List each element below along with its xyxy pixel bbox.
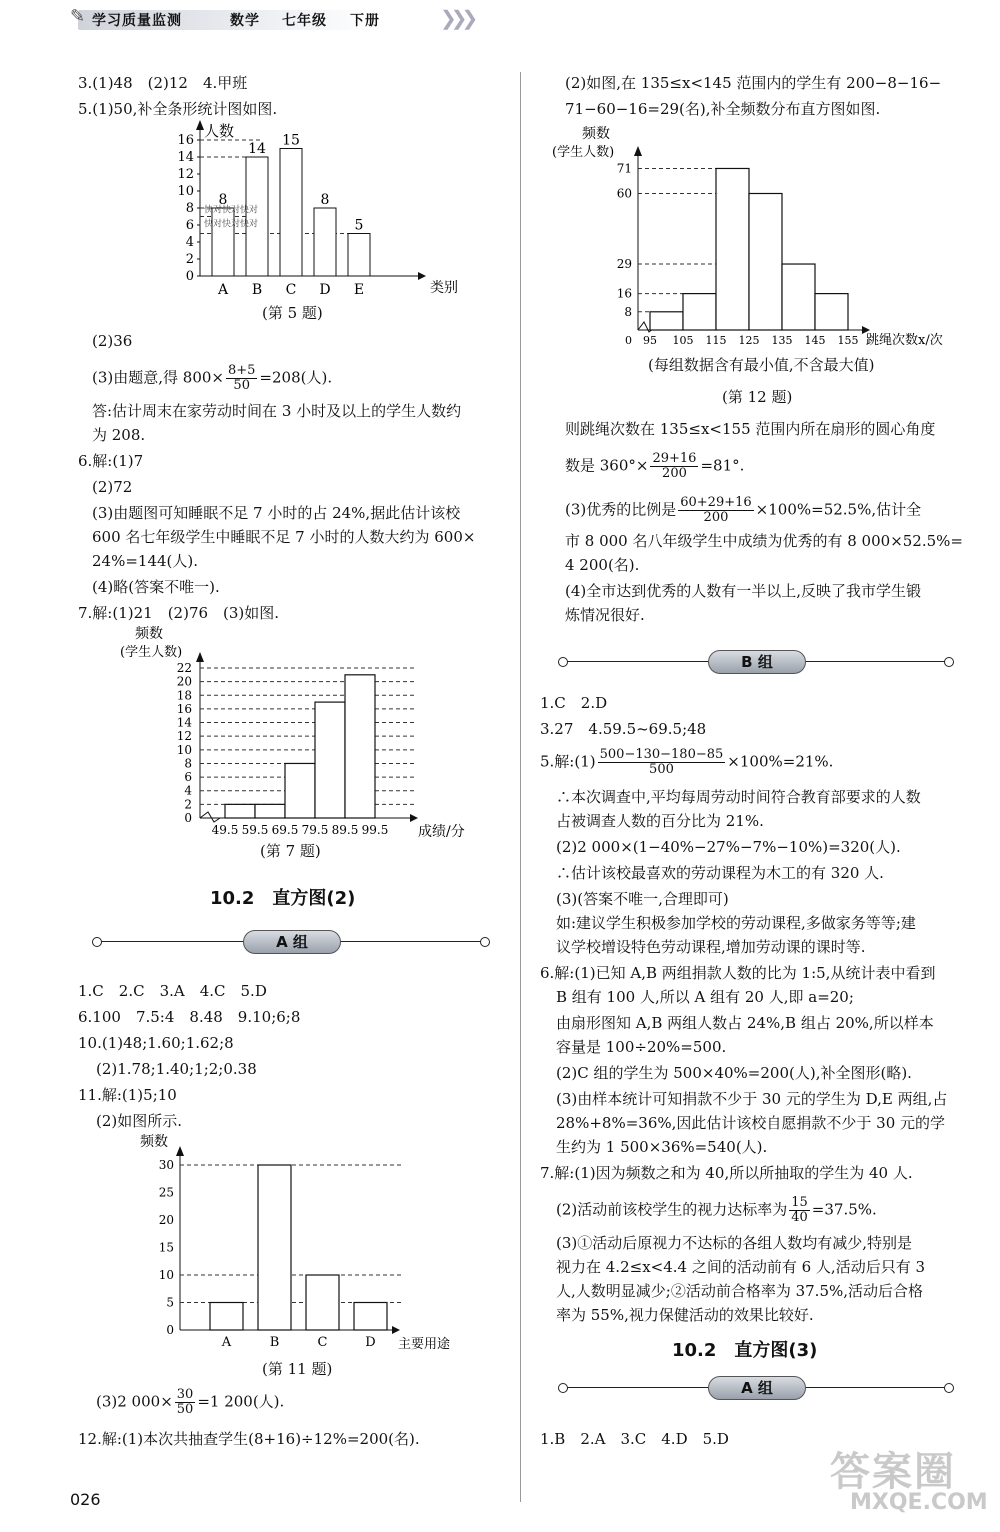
answer-line: 1.B 2.A 3.C 4.D 5.D: [540, 1430, 729, 1448]
watermark-logo: [830, 1440, 988, 1520]
answer-line: 则跳绳次数在 135≤x<155 范围内所在扇形的圆心角度: [565, 420, 936, 438]
y-tick-label: 2: [184, 797, 192, 812]
answer-line: 1.C 2.C 3.A 4.C 5.D: [78, 982, 267, 1000]
x-tick-label: A: [217, 282, 229, 298]
group-banner: [562, 650, 950, 674]
bar: [314, 208, 336, 276]
y-tick-label: 5: [166, 1295, 174, 1310]
chart-q5: [170, 118, 458, 308]
pen-icon: ✎: [70, 6, 86, 27]
x-tick-label: 59.5: [241, 823, 269, 837]
answer-line: (2)C 组的学生为 500×40%=200(人),补全图形(略).: [556, 1064, 912, 1082]
chart-caption: (第 11 题): [262, 1360, 333, 1378]
x-tick-label: 125: [738, 334, 760, 347]
answer-line: 5.(1)50,补全条形统计图如图.: [78, 100, 278, 118]
y-tick-label: 4: [185, 235, 194, 250]
x-tick-label: 115: [705, 334, 727, 347]
y-tick-label: 71: [616, 161, 632, 176]
answer-line: (3)由题图可知睡眠不足 7 小时的占 24%,据此估计该校: [92, 504, 461, 522]
chart-caption: (第 5 题): [262, 304, 323, 322]
y-tick-label: 14: [177, 150, 194, 165]
y-tick-label: 22: [176, 661, 192, 675]
y-axis-label: 频数: [135, 626, 163, 642]
answer-line: (3)由题意,得 800× $\frac{8+5}{50}$ =208(人).: [92, 363, 333, 393]
y-tick-label: 29: [616, 257, 632, 272]
y-tick-label: 4: [184, 783, 192, 798]
group-label: B 组: [708, 650, 806, 674]
y-axis-arrow: [176, 1146, 184, 1156]
x-axis-label: 成绩/分: [418, 824, 465, 840]
answer-line: 24%=144(人).: [92, 552, 199, 570]
origin-label: 0: [625, 334, 632, 347]
answer-line: (2)72: [92, 478, 133, 496]
watermark-top: 答案圈: [830, 1449, 956, 1495]
answer-line: 11.解:(1)5;10: [78, 1086, 177, 1104]
y-axis-label: 频数: [140, 1134, 168, 1150]
group-banner: [96, 930, 486, 954]
answer-line: 议学校增设特色劳动课程,增加劳动课的课时等.: [556, 938, 866, 956]
x-axis-arrow: [392, 1326, 400, 1334]
x-axis-arrow: [410, 814, 418, 822]
bar: [280, 149, 302, 277]
y-tick-label: 16: [176, 701, 192, 716]
x-tick-label: C: [317, 1335, 328, 1350]
grade: 七年级: [282, 13, 327, 29]
answer-line: 7.解:(1)21 (2)76 (3)如图.: [78, 604, 280, 622]
y-tick-label: 8: [184, 756, 192, 771]
answer-line: (2)如图,在 135≤x<145 范围内的学生有 200−8−16−: [565, 74, 942, 92]
group-label: A 组: [708, 1376, 806, 1400]
answer-line: (4)略(答案不唯一).: [92, 578, 220, 596]
y-axis-arrow: [634, 146, 642, 156]
x-tick-label: B: [269, 1335, 280, 1350]
y-axis-label-2: (学生人数): [552, 145, 615, 160]
volume: 下册: [350, 13, 380, 29]
y-tick-label: 30: [158, 1158, 174, 1172]
y-tick-label: 6: [185, 218, 194, 233]
answer-line: 如:建议学生积极参加学校的劳动课程,多做家务等等;建: [556, 914, 916, 932]
group-label: A 组: [243, 930, 341, 954]
section-title: 10.2 直方图(3): [672, 1340, 818, 1361]
x-tick-label: B: [251, 282, 263, 298]
answer-line: 4 200(名).: [565, 556, 640, 574]
answer-line: 5.解:(1) $\frac{500-130-180-85}{500}$ ×100%=21%.: [540, 747, 834, 777]
answer-line: 率为 55%,视力保健活动的效果比较好.: [556, 1306, 814, 1324]
column-divider: [520, 72, 521, 1502]
y-tick-label: 8: [185, 201, 194, 216]
y-tick-label: 0: [185, 269, 194, 284]
x-tick-label: 99.5: [361, 823, 389, 837]
x-tick-label: D: [365, 1335, 376, 1350]
x-axis-arrow: [418, 272, 426, 280]
annotation-text: 快对快对快对: [204, 219, 259, 230]
answer-line: 占被调查人数的百分比为 21%.: [556, 812, 764, 830]
answer-line: ∴本次调查中,平均每周劳动时间符合教育部要求的人数: [556, 788, 921, 806]
answer-line: (3)2 000× $\frac{30}{50}$ =1 200(人).: [96, 1387, 285, 1417]
bar-value-label: 15: [282, 132, 300, 149]
answer-line: 人,人数明显减少;②活动前合格率为 37.5%,活动后合格: [556, 1282, 924, 1300]
answer-line: 600 名七年级学生中睡眠不足 7 小时的人数大约为 600×: [92, 528, 476, 546]
bar-value-label: 5: [354, 217, 364, 234]
answer-line: (3)由样本统计可知捐款不少于 30 元的学生为 D,E 两组,占: [556, 1090, 948, 1108]
answer-line: 视力在 4.2≤x<4.4 之间的活动前有 6 人,活动后只有 3: [556, 1258, 926, 1276]
y-axis-label-2: (学生人数): [120, 645, 183, 660]
bar-value-label: 14: [248, 141, 266, 157]
answer-line: 1.C 2.D: [540, 694, 608, 712]
page-number: 026: [70, 1490, 101, 1509]
y-tick-label: 6: [184, 770, 192, 785]
x-tick-label: 49.5: [211, 823, 239, 837]
answer-line: 28%+8%=36%,因此估计该校自愿捐款不少于 30 元的学: [556, 1114, 946, 1132]
answer-line: 6.解:(1)7: [78, 452, 144, 470]
x-axis-label: 类别: [430, 280, 458, 296]
page-header: [70, 4, 473, 32]
answer-line: (4)全市达到优秀的人数有一半以上,反映了我市学生锻: [565, 582, 922, 600]
bar: [315, 702, 345, 818]
answer-line: 炼情况很好.: [565, 606, 645, 624]
answer-line: 6.100 7.5:4 8.48 9.10;6;8: [78, 1008, 301, 1026]
answer-line: 10.(1)48;1.60;1.62;8: [78, 1034, 234, 1052]
x-tick-label: 105: [672, 334, 694, 347]
y-tick-label: 0: [184, 811, 192, 825]
bar: [354, 1303, 387, 1331]
y-tick-label: 10: [158, 1268, 174, 1282]
bar: [716, 168, 749, 330]
chart-caption: (第 12 题): [722, 388, 793, 406]
answer-line: 6.解:(1)已知 A,B 两组捐款人数的比为 1:5,从统计表中看到: [540, 964, 936, 982]
y-tick-label: 12: [177, 167, 194, 182]
bar-value-label: 8: [218, 192, 228, 208]
bar: [210, 1303, 243, 1331]
chart-q11: [130, 1130, 470, 1358]
answer-line: 数是 360°× $\frac{29+16}{200}$ =81°.: [565, 451, 745, 481]
x-tick-label: A: [221, 1335, 232, 1350]
answer-line: 生约为 1 500×36%=540(人).: [556, 1138, 768, 1156]
answer-line: 市 8 000 名八年级学生中成绩为优秀的有 8 000×52.5%=: [565, 532, 963, 550]
bar: [782, 264, 815, 330]
y-tick-label: 10: [176, 742, 192, 757]
answer-line: (2)如图所示.: [96, 1112, 183, 1130]
bar: [345, 675, 375, 818]
answer-line: (3)(答案不唯一,合理即可): [556, 890, 729, 908]
y-tick-label: 20: [158, 1213, 174, 1227]
bar: [285, 763, 315, 818]
answer-line: 12.解:(1)本次共抽查学生(8+16)÷12%=200(名).: [78, 1430, 420, 1448]
x-tick-label: 69.5: [271, 823, 299, 837]
answer-line: 为 208.: [92, 426, 146, 444]
x-tick-label: E: [353, 282, 365, 298]
bar: [225, 804, 255, 818]
y-axis-arrow: [196, 120, 204, 130]
bar: [246, 157, 268, 276]
x-tick-label: D: [319, 282, 331, 298]
answer-line: (2)36: [92, 332, 133, 350]
answer-line: (2)活动前该校学生的视力达标率为 $\frac{15}{40}$ =37.5%.: [556, 1195, 877, 1225]
group-banner: [562, 1376, 950, 1400]
y-tick-label: 16: [177, 133, 194, 148]
y-tick-label: 60: [616, 186, 632, 201]
bar: [650, 312, 683, 330]
answer-line: 答:估计周末在家劳动时间在 3 小时及以上的学生人数约: [92, 402, 462, 420]
bar: [255, 804, 285, 818]
bar: [815, 294, 848, 330]
axis-break: [200, 812, 220, 822]
bar-value-label: 8: [320, 192, 330, 208]
watermark-bottom: MXQE.COM: [850, 1490, 988, 1515]
y-tick-label: 16: [616, 286, 632, 301]
x-tick-label: 79.5: [301, 823, 329, 837]
y-tick-label: 18: [176, 688, 192, 703]
subject: 数学: [230, 13, 260, 29]
bar: [348, 234, 370, 277]
answer-line: (3)优秀的比例是 $\frac{60+29+16}{200}$ ×100%=52.5%,估计全: [565, 495, 922, 525]
y-tick-label: 10: [177, 184, 194, 199]
x-tick-label: 95: [643, 334, 657, 347]
answer-line: 71−60−16=29(名),补全频数分布直方图如图.: [565, 100, 881, 118]
y-tick-label: 15: [158, 1240, 174, 1255]
y-axis-arrow: [196, 652, 204, 662]
y-tick-label: 25: [158, 1185, 174, 1200]
answer-line: 3.27 4.59.5~69.5;48: [540, 720, 707, 738]
y-axis-label: 频数: [582, 126, 610, 142]
chart-q7: [120, 622, 490, 842]
chart-caption: (第 7 题): [260, 842, 321, 860]
bar: [258, 1165, 291, 1330]
bar: [749, 194, 782, 331]
y-tick-label: 20: [176, 674, 192, 689]
answer-line: (3)①活动后原视力不达标的各组人数均有减少,特别是: [556, 1234, 913, 1252]
annotation-text: 快对快对快对: [204, 205, 259, 216]
y-tick-label: 2: [185, 252, 194, 267]
chevron-decoration-icon: ❯❯❯: [440, 6, 473, 30]
x-tick-label: 135: [771, 334, 793, 347]
answer-line: 7.解:(1)因为频数之和为 40,所以所抽取的学生为 40 人.: [540, 1164, 913, 1182]
y-tick-label: 0: [166, 1323, 174, 1337]
answer-line: (2)2 000×(1−40%−27%−7%−10%)=320(人).: [556, 838, 901, 856]
bar: [306, 1275, 339, 1330]
x-axis-label: 跳绳次数x/次: [866, 333, 943, 348]
bar: [212, 208, 234, 276]
y-tick-label: 14: [176, 715, 192, 730]
x-axis-label: 主要用途: [398, 1337, 451, 1352]
x-tick-label: C: [285, 282, 297, 298]
chart-note: (每组数据含有最小值,不含最大值): [648, 356, 875, 374]
answer-line: (2)1.78;1.40;1;2;0.38: [96, 1060, 257, 1078]
section-title: 10.2 直方图(2): [210, 888, 356, 909]
book-title: 学习质量监测: [92, 13, 182, 29]
bar: [683, 294, 716, 330]
answer-line: ∴估计该校最喜欢的劳动课程为木工的有 320 人.: [556, 864, 884, 882]
x-tick-label: 155: [837, 334, 859, 347]
answer-line: B 组有 100 人,所以 A 组有 20 人,即 a=20;: [556, 988, 854, 1006]
y-tick-label: 8: [624, 304, 632, 319]
answer-line: 容量是 100÷20%=500.: [556, 1038, 727, 1056]
chart-q12: [548, 122, 988, 354]
x-tick-label: 89.5: [331, 823, 359, 837]
answer-line: 3.(1)48 (2)12 4.甲班: [78, 74, 248, 92]
y-axis-label: 人数: [204, 122, 235, 140]
y-tick-label: 12: [176, 729, 192, 744]
answer-line: 由扇形图知 A,B 两组人数占 24%,B 组占 20%,所以样本: [556, 1014, 934, 1032]
x-tick-label: 145: [804, 334, 826, 347]
